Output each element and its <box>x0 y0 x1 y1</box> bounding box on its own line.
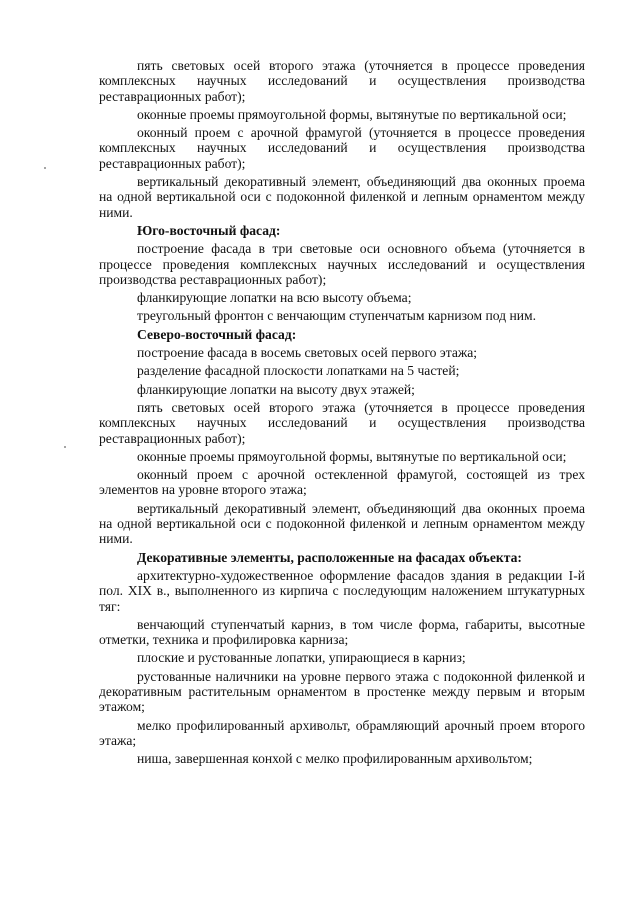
document-page <box>99 58 585 769</box>
paragraph-19: венчающий ступенчатый карниз, в том числе форма, габариты, высотные отметки, техника и профилировка карниза; <box>99 616 585 648</box>
section-heading-northeast: Северо-восточный фасад: <box>137 326 297 342</box>
paragraph-23: ниша, завершенная конхой с мелко профилированным архивольтом; <box>137 751 533 767</box>
paragraph-1: пять световых осей второго этажа (уточняется в процессе проведения комплексных научных исследований и осуществления производства реставрационных работ); <box>99 58 585 104</box>
paragraph-20: плоские и рустованные лопатки, упирающиеся в карниз; <box>137 650 466 666</box>
paragraph-4: вертикальный декоративный элемент, объединяющий два оконных проема на одной вертикальной оси с подоконной филенкой и лепным орнаментом между ними. <box>99 174 585 220</box>
paragraph-21: рустованные наличники на уровне первого этажа с подоконной филенкой и декоративным растительным орнаментом в простенке между первым и вторым этажом; <box>99 668 585 715</box>
paragraph-8: треугольный фронтон с венчающим ступенчатым карнизом под ним. <box>137 308 536 324</box>
paragraph-10: построение фасада в восемь световых осей первого этажа; <box>137 345 478 361</box>
paragraph-3: оконный проем с арочной фрамугой (уточняется в процессе проведения комплексных научных исследований и осуществления производства реставрационных работ); <box>99 125 585 171</box>
paragraph-15: оконный проем с арочной остекленной фрамугой, состоящей из трех элементов на уровне второго этажа; <box>99 467 585 498</box>
paragraph-6: построение фасада в три световые оси основного объема (уточняется в процессе проведения комплексных научных исследований и осуществления производства реставрационных работ); <box>99 241 585 287</box>
paragraph-14: оконные проемы прямоугольной формы, вытянутые по вертикальной оси; <box>137 448 567 464</box>
paragraph-12: фланкирующие лопатки на высоту двух этажей; <box>137 381 415 397</box>
section-heading-southeast: Юго-восточный фасад: <box>137 222 281 238</box>
paragraph-2: оконные проемы прямоугольной формы, вытянутые по вертикальной оси; <box>137 106 567 122</box>
paragraph-11: разделение фасадной плоскости лопатками на 5 частей; <box>137 363 460 379</box>
paragraph-22: мелко профилированный архивольт, обрамляющий арочный проем второго этажа; <box>99 717 585 748</box>
margin-dot-mark <box>64 446 66 448</box>
margin-dot-mark <box>44 167 46 169</box>
paragraph-7: фланкирующие лопатки на всю высоту объема; <box>137 290 412 306</box>
paragraph-13: пять световых осей второго этажа (уточняется в процессе проведения комплексных научных исследований и осуществления производства реставрационных работ); <box>99 399 585 446</box>
section-heading-decorative: Декоративные элементы, расположенные на фасадах объекта: <box>137 549 522 565</box>
paragraph-18: архитектурно-художественное оформление фасадов здания в редакции I-й пол. XIX в., выполненного из кирпича с последующим наложением штукатурных тяг: <box>99 567 585 614</box>
paragraph-16: вертикальный декоративный элемент, объединяющий два оконных проема на одной вертикальной оси с подоконной филенкой и лепным орнаментом между ними. <box>99 500 585 547</box>
